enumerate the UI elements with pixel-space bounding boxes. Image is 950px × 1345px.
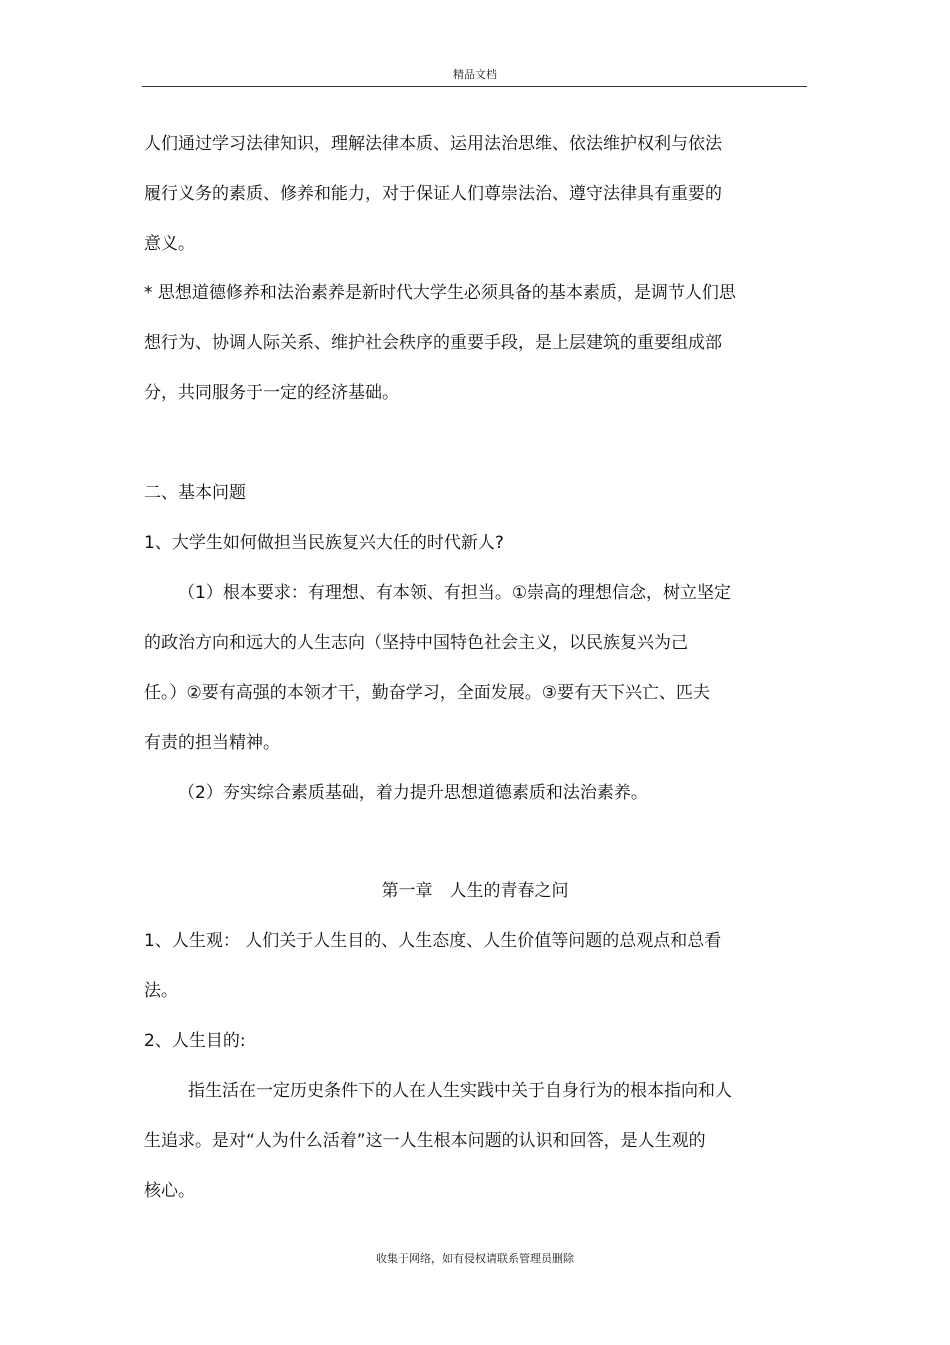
question-heading: 1、大学生如何做担当民族复兴大任的时代新人? bbox=[144, 533, 504, 553]
body-line: 法。 bbox=[144, 981, 178, 1001]
body-line: 1、人生观： 人们关于人生目的、人生态度、人生价值等问题的总观点和总看 bbox=[144, 931, 722, 951]
body-line: 履行义务的素质、修养和能力，对于保证人们尊崇法治、遵守法律具有重要的 bbox=[144, 184, 722, 204]
body-line: 生追求。是对“人为什么活着”这一人生根本问题的认识和回答，是人生观的 bbox=[144, 1131, 706, 1151]
section-heading: 二、基本问题 bbox=[144, 483, 246, 503]
body-line: 任。）②要有高强的本领才干，勤奋学习，全面发展。③要有天下兴亡、匹夫 bbox=[144, 683, 710, 703]
body-line: 分，共同服务于一定的经济基础。 bbox=[144, 383, 399, 403]
body-line: * 思想道德修养和法治素养是新时代大学生必须具备的基本素质，是调节人们思 bbox=[144, 283, 736, 303]
body-line: （2）夯实综合素质基础，着力提升思想道德素质和法治素养。 bbox=[178, 783, 648, 803]
body-line: 核心。 bbox=[144, 1181, 195, 1201]
body-line: 人们通过学习法律知识，理解法律本质、运用法治思维、依法维护权利与依法 bbox=[144, 134, 722, 154]
body-line: 有责的担当精神。 bbox=[144, 733, 280, 753]
body-line: 想行为、协调人际关系、维护社会秩序的重要手段，是上层建筑的重要组成部 bbox=[144, 333, 722, 353]
body-line: （1）根本要求：有理想、有本领、有担当。①崇高的理想信念，树立坚定 bbox=[178, 583, 732, 603]
body-line: 意义。 bbox=[144, 234, 195, 254]
page-header-title: 精品文档 bbox=[453, 68, 497, 81]
body-line: 2、人生目的: bbox=[144, 1031, 246, 1051]
body-line: 的政治方向和远大的人生志向（坚持中国特色社会主义，以民族复兴为己 bbox=[144, 633, 688, 653]
chapter-title: 第一章 人生的青春之问 bbox=[381, 881, 569, 901]
body-line: 指生活在一定历史条件下的人在人生实践中关于自身行为的根本指向和人 bbox=[188, 1081, 732, 1101]
page-footer-note: 收集于网络，如有侵权请联系管理员删除 bbox=[376, 1252, 574, 1265]
header-divider bbox=[142, 86, 807, 87]
